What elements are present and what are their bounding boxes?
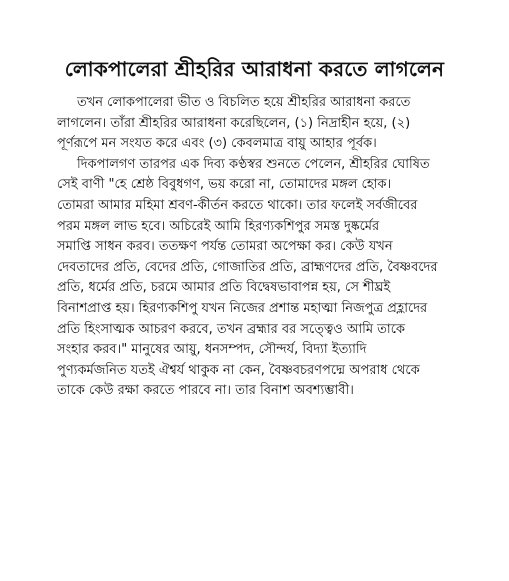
paragraph-2-line-5: সমাপ্তি সাধন করব। ততক্ষণ পর্যন্ত তোমরা অপেক্ষা কর। কেউ যখন bbox=[57, 239, 393, 255]
paragraph-2-line-3: তোমরা আমার মহিমা শ্রবণ-কীর্তন করতে থাকো। তার ফলেই সর্বজীবের bbox=[57, 197, 418, 213]
paragraph-2-line-2: সেই বাণী "হে শ্রেষ্ঠ বিবুধগণ, ভয় করো না, তোমাদের মঙ্গল হোক। bbox=[57, 177, 392, 193]
document-body bbox=[57, 93, 457, 402]
paragraph-1-line-3: পূর্ণরূপে মন সংযত করে এবং (৩) কেবলমাত্র বায়ু আহার পূর্বক। bbox=[57, 136, 377, 152]
paragraph-2-line-10: সংহার করব।" মানুষের আয়ু, ধনসম্পদ, সৌন্দর্য, বিদ্যা ইত্যাদি bbox=[57, 342, 367, 358]
paragraph-2-line-6: দেবতাদের প্রতি, বেদের প্রতি, গোজাতির প্রতি, ব্রাহ্মণদের প্রতি, বৈষ্ণবদের bbox=[57, 259, 438, 275]
paragraph-2-line-9: প্রতি হিংসাত্মক আচরণ করবে, তখন ব্রহ্মার বর সত্ত্বেও আমি তাকে bbox=[57, 321, 406, 337]
paragraph-2-line-11: পুণ্যকর্মজনিত যতই ঐশ্বর্য থাকুক না কেন, বৈষ্ণবচরণপদ্মে অপরাধ থেকে bbox=[57, 362, 420, 378]
paragraph-1-line-1: তখন লোকপালেরা ভীত ও বিচলিত হয়ে শ্রীহরির আরাধনা করতে bbox=[77, 95, 411, 110]
paragraph-2-line-7: প্রতি, ধর্মের প্রতি, চরমে আমার প্রতি বিদ্বেষভাবাপন্ন হয়, সে শীঘ্রই bbox=[57, 280, 391, 296]
paragraph-1-line-2: লাগলেন। তাঁরা শ্রীহরির আরাধনা করেছিলেন, (১) নিদ্রাহীন হয়ে, (২) bbox=[57, 115, 411, 131]
paragraph-2-line-1: দিকপালগণ তারপর এক দিব্য কণ্ঠস্বর শুনতে পেলেন, শ্রীহরির ঘোষিত bbox=[77, 156, 430, 172]
paragraph-2-line-12: তাকে কেউ রক্ষা করতে পারবে না। তার বিনাশ অবশ্যম্ভাবী। bbox=[57, 383, 354, 399]
document-title: লোকপালেরা শ্রীহরির আরাধনা করতে লাগলেন bbox=[64, 57, 445, 81]
paragraph-2-line-8: বিনাশপ্রাপ্ত হয়। হিরণ্যকশিপু যখন নিজের প্রশান্ত মহাত্মা নিজপুত্র প্রহ্লাদের bbox=[57, 300, 428, 316]
paragraph-2-line-4: পরম মঙ্গল লাভ হবে। অচিরেই আমি হিরণ্যকশিপুর সমস্ত দুষ্কর্মের bbox=[57, 218, 380, 234]
